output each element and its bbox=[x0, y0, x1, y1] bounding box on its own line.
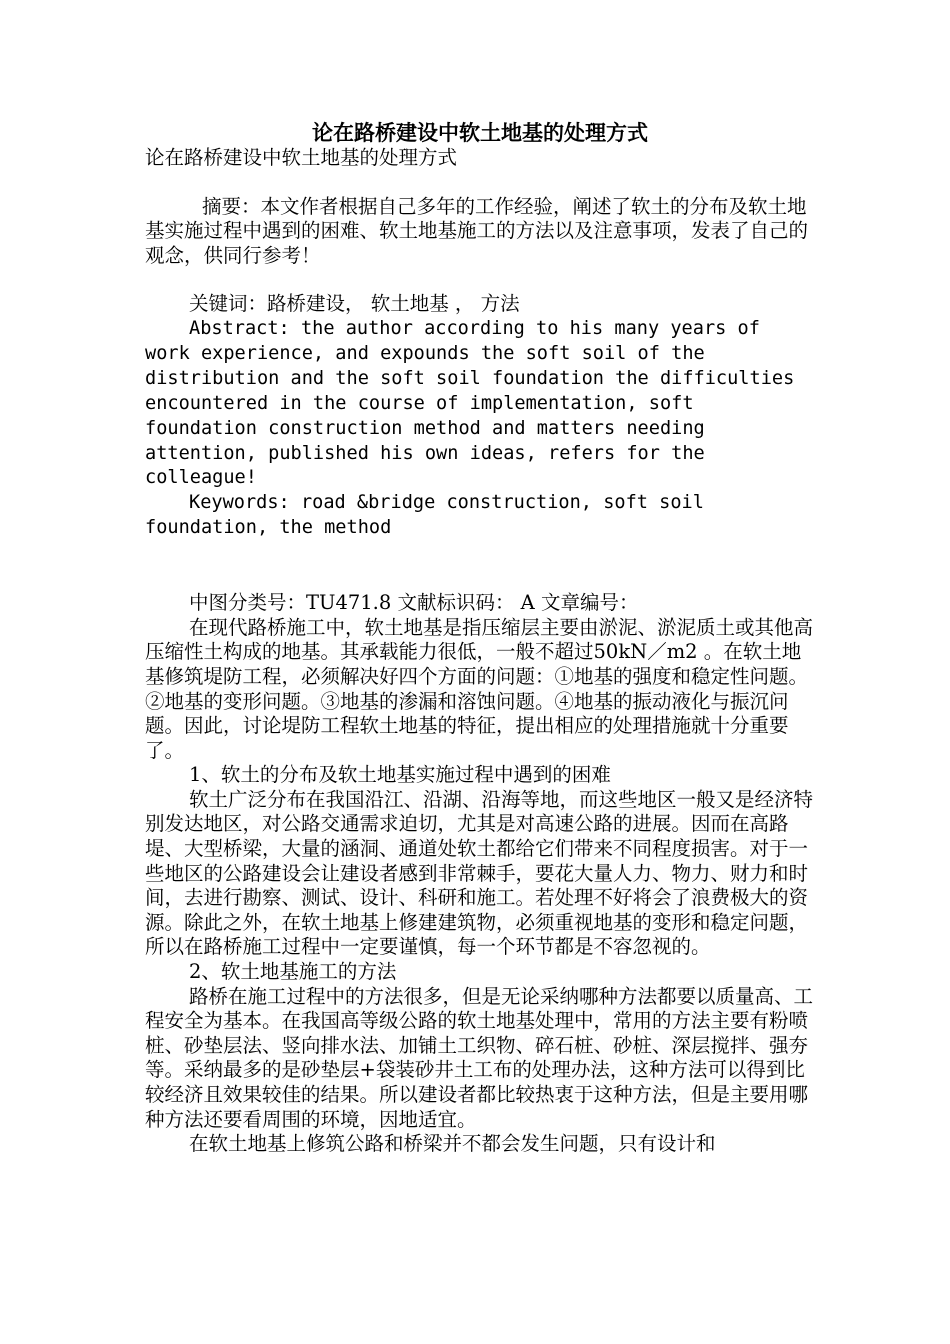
classification-line: 中图分类号：TU471.8 文献标识码： A 文章编号： bbox=[189, 591, 639, 615]
section-heading-1: 1、软土的分布及软土地基实施过程中遇到的困难 bbox=[189, 763, 611, 787]
abstract-english: Abstract: the author according to his many years of work experience, and expounds the soft soil of the distribution and the soft soil foundation the difficulties encountered in the course of implementation, soft foundation construction method and matters needing attention, published his own ideas, refers for the colleague! bbox=[145, 317, 795, 489]
document-subtitle: 论在路桥建设中软土地基的处理方式 bbox=[145, 146, 458, 169]
document-title: 论在路桥建设中软土地基的处理方式 bbox=[312, 120, 648, 145]
spacer bbox=[145, 268, 815, 292]
spacer bbox=[145, 171, 815, 195]
document-page bbox=[145, 120, 815, 1157]
section-heading-2: 2、软土地基施工的方法 bbox=[189, 960, 397, 984]
section-2-paragraph: 路桥在施工过程中的方法很多，但是无论采纳哪种方法都要以质量高、工程安全为基本。在我国高等级公路的软土地基处理中，常用的方法主要有粉喷桩、砂垫层法、竖向排水法、加铺土工织物、碎石桩、砂桩、深层搅拌、强夯等。采纳最多的是砂垫层+袋装砂井土工布的处理办法，这种方法可以得到比较经济且效果较佳的结果。所以建设者都比较热衷于这种方法，但是主要用哪种方法还要看周围的环境，因地适宜。 bbox=[145, 984, 814, 1131]
section-1-paragraph: 软土广泛分布在我国沿江、沿湖、沿海等地，而这些地区一般又是经济特别发达地区，对公路交通需求迫切，尤其是对高速公路的进展。因而在高路堤、大型桥梁，大量的涵洞、通道处软土都给它们带来不同程度损害。对于一些地区的公路建设会让建设者感到非常棘手，要花大量人力、物力、财力和时间，去进行勘察、测试、设计、科研和施工。若处理不好将会了浪费极大的资源。除此之外，在软土地基上修建建筑物，必须重视地基的变形和稳定问题，所以在路桥施工过程中一定要谨慎，每一个环节都是不容忽视的。 bbox=[145, 787, 814, 959]
keywords-english: Keywords: road &bridge construction, soft soil foundation, the method bbox=[145, 492, 704, 539]
spacer bbox=[145, 541, 815, 591]
abstract-chinese: 摘要：本文作者根据自己多年的工作经验，阐述了软土的分布及软土地基实施过程中遇到的困难、软土地基施工的方法以及注意事项，发表了自己的观念，供同行参考！ bbox=[145, 194, 809, 267]
intro-paragraph: 在现代路桥施工中，软土地基是指压缩层主要由淤泥、淤泥质土或其他高压缩性土构成的地基。其承载能力很低，一般不超过50kN／m2 。在软土地基修筑堤防工程，必须解决好四个方面的问题：①地基的强度和稳定性问题。②地基的变形问题。③地基的渗漏和溶蚀问题。④地基的振动液化与振沉问题。因此，讨论堤防工程软土地基的特征，提出相应的处理措施就十分重要了。 bbox=[145, 615, 814, 762]
keywords-chinese: 关键词：路桥建设， 软土地基 ， 方法 bbox=[189, 292, 520, 316]
section-3-paragraph: 在软土地基上修筑公路和桥梁并不都会发生问题，只有设计和 bbox=[189, 1132, 716, 1156]
